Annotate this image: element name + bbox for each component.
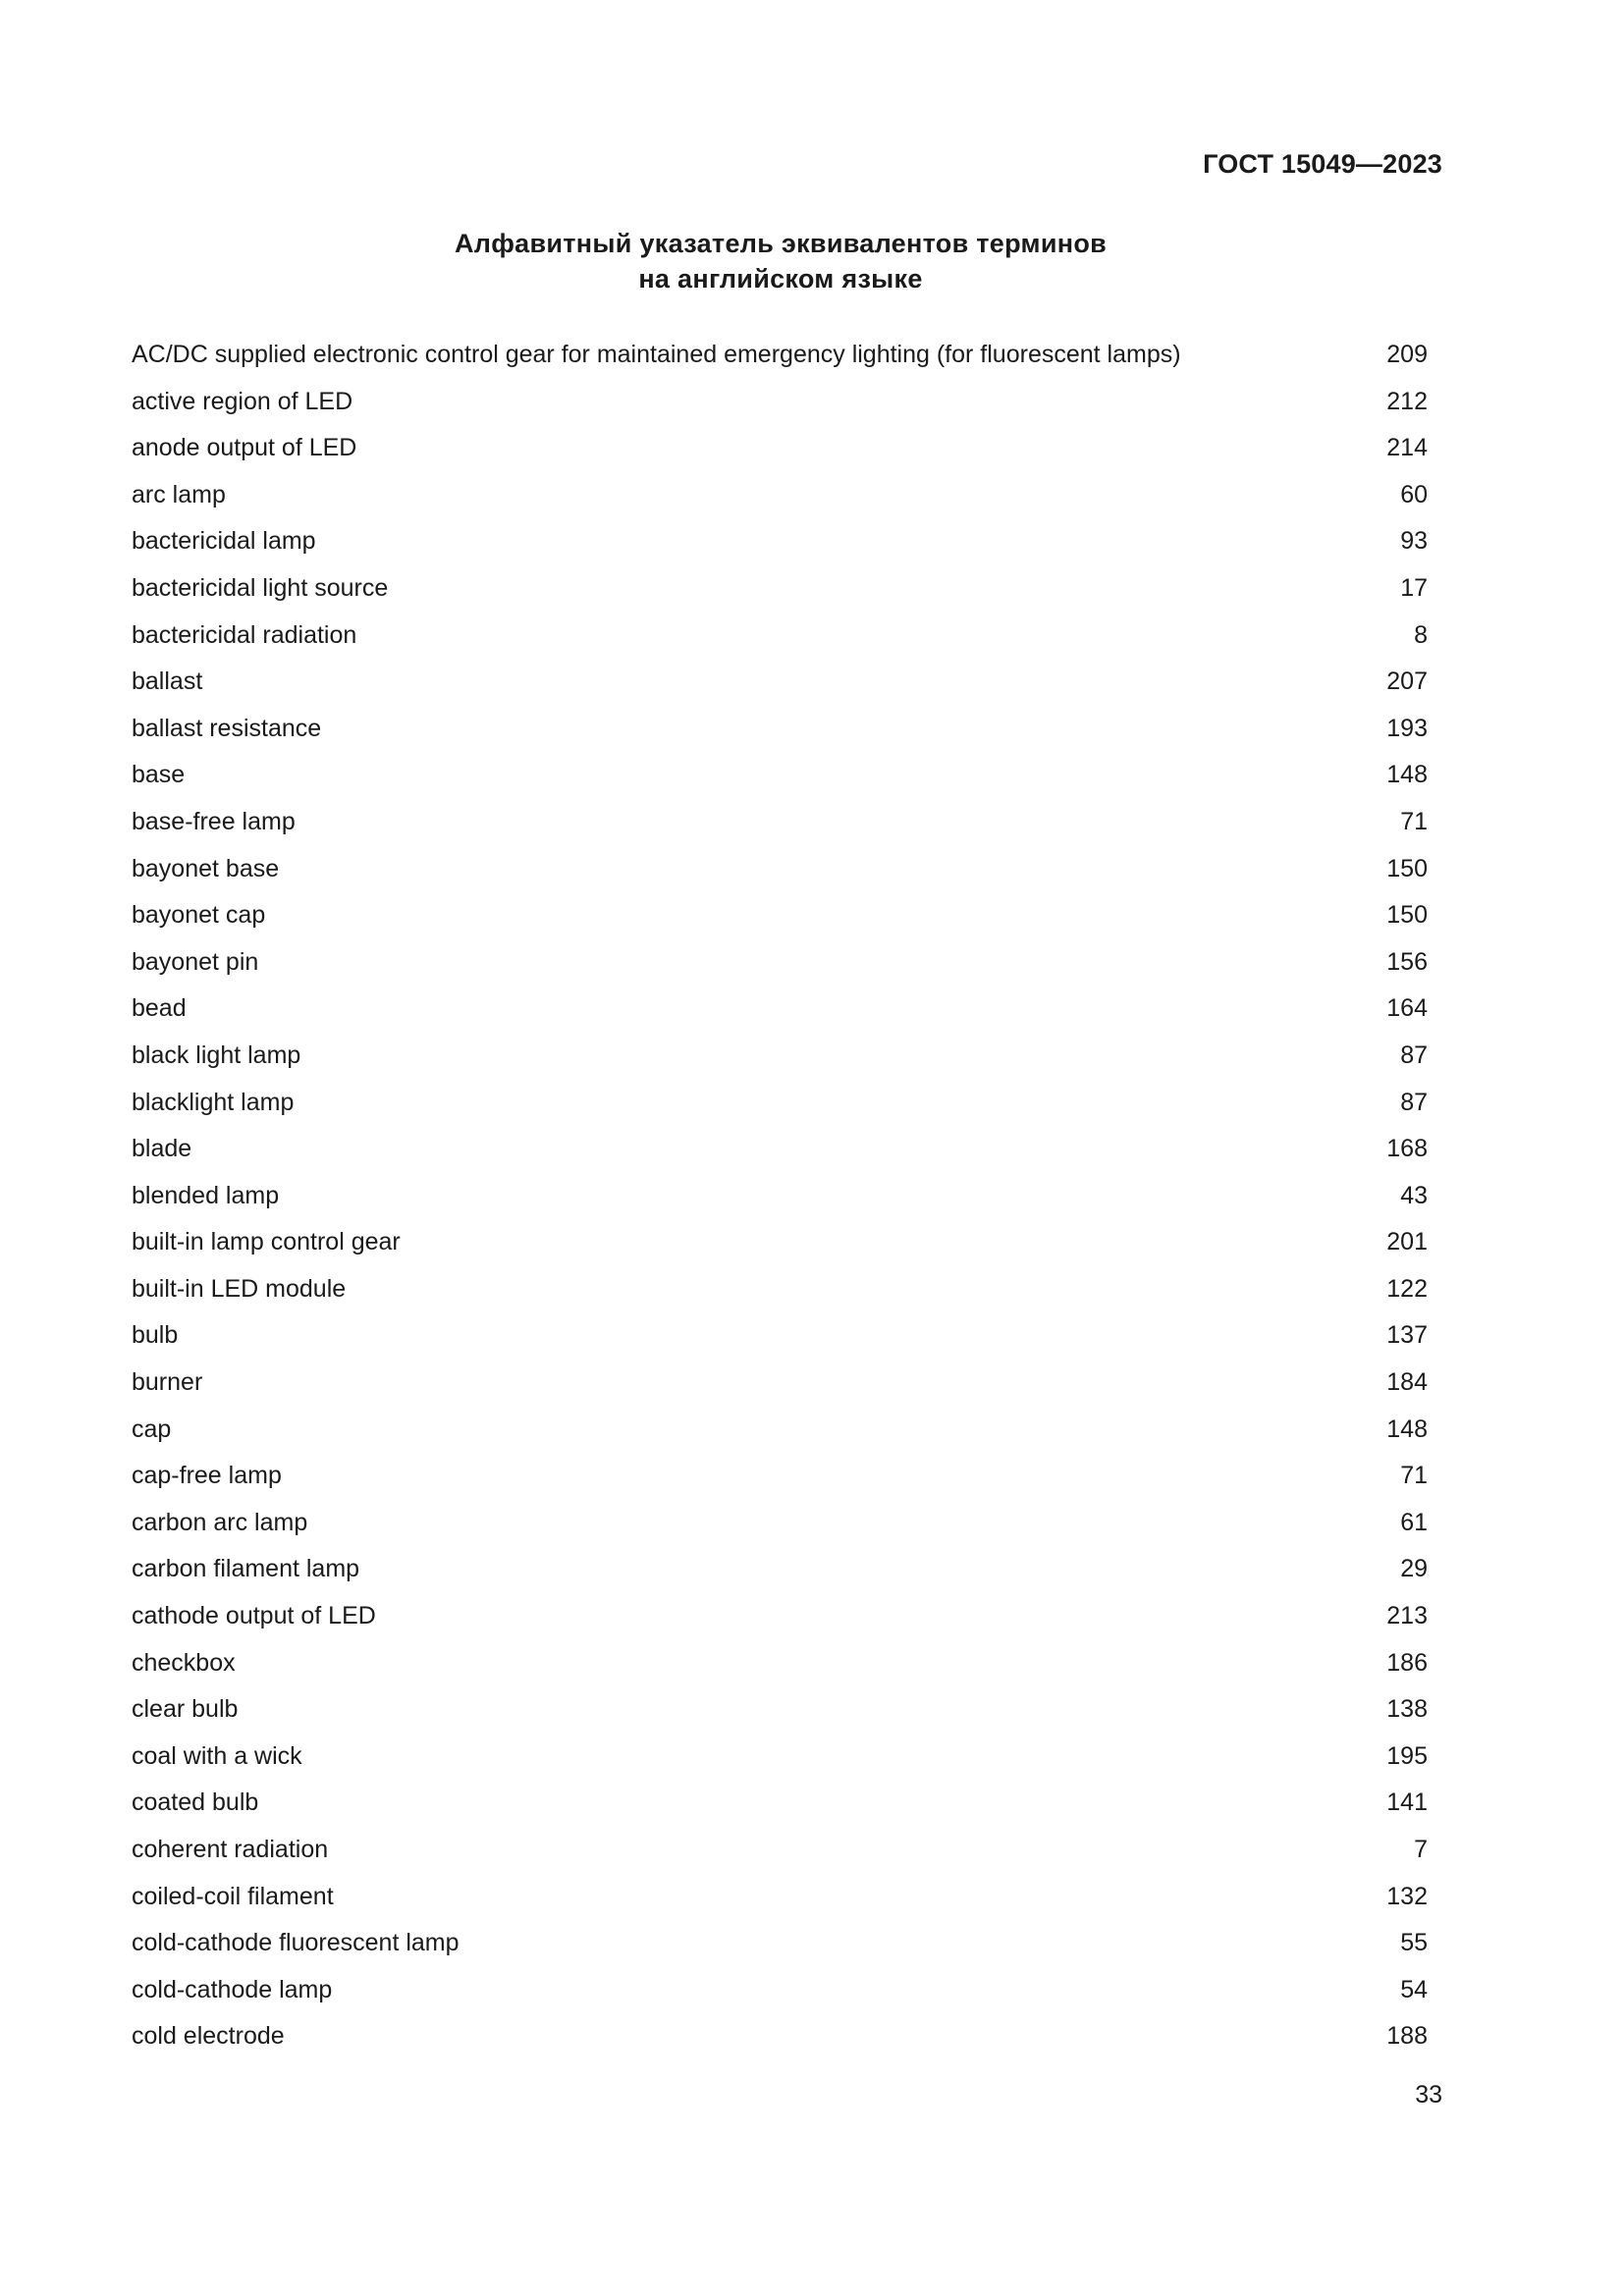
index-entry — [132, 1266, 1428, 1313]
index-entry — [132, 518, 1428, 565]
index-term: blade — [132, 1135, 192, 1163]
index-term: carbon arc lamp — [132, 1508, 308, 1536]
index-entry — [132, 1827, 1428, 1874]
index-term: blended lamp — [132, 1181, 280, 1209]
index-term-number: 7 — [1414, 1836, 1428, 1863]
index-term: anode output of LED — [132, 434, 357, 462]
index-term-number: 141 — [1386, 1789, 1428, 1817]
index-term: coherent radiation — [132, 1836, 329, 1863]
index-term-number: 87 — [1400, 1088, 1428, 1116]
index-term-number: 54 — [1400, 1975, 1428, 2003]
index-term-number: 195 — [1386, 1741, 1428, 1770]
index-entry — [132, 659, 1428, 706]
index-term: ballast — [132, 667, 203, 696]
index-term: clear bulb — [132, 1695, 239, 1724]
index-term-number: 184 — [1386, 1368, 1428, 1397]
index-entry — [132, 1686, 1428, 1734]
index-term: bactericidal radiation — [132, 620, 357, 649]
index-term: cold electrode — [132, 2022, 285, 2051]
index-term: arc lamp — [132, 480, 226, 508]
index-term-number: 122 — [1386, 1274, 1428, 1303]
index-term: bactericidal light source — [132, 573, 389, 602]
index-entry — [132, 1453, 1428, 1500]
index-term: bayonet cap — [132, 901, 266, 930]
index-term: carbon filament lamp — [132, 1555, 360, 1583]
index-entry — [132, 1173, 1428, 1220]
index-term: AC/DC supplied electronic control gear for maintained emergency lighting (for fluorescent lamps) — [132, 341, 1181, 368]
index-entry — [132, 1500, 1428, 1547]
index-term: active region of LED — [132, 387, 353, 415]
index-term: checkbox — [132, 1648, 236, 1677]
index-term-number: 201 — [1386, 1228, 1428, 1256]
index-term-number: 138 — [1386, 1695, 1428, 1724]
index-entry — [132, 1593, 1428, 1640]
index-entry — [132, 1967, 1428, 2014]
index-entry — [132, 986, 1428, 1033]
index-term: built-in LED module — [132, 1274, 347, 1303]
index-term-number: 164 — [1386, 994, 1428, 1023]
index-term: base — [132, 761, 186, 789]
index-entry — [132, 1920, 1428, 1967]
index-title-line-2: на английском языке — [638, 264, 923, 294]
index-term: black light lamp — [132, 1041, 301, 1069]
index-entry — [132, 1360, 1428, 1407]
index-entry — [132, 1546, 1428, 1593]
page-number: 33 — [1415, 2081, 1442, 2109]
index-term-number: 209 — [1386, 341, 1428, 368]
index-term-number: 71 — [1400, 807, 1428, 835]
term-index-list — [132, 332, 1428, 2060]
index-term: cap — [132, 1415, 172, 1443]
index-entry — [132, 1874, 1428, 1921]
standard-designation: ГОСТ 15049—2023 — [1203, 149, 1442, 179]
index-term-number: 186 — [1386, 1648, 1428, 1677]
index-term-number: 17 — [1400, 573, 1428, 602]
index-term-number: 150 — [1386, 854, 1428, 882]
index-term: blacklight lamp — [132, 1088, 295, 1116]
index-term: bactericidal lamp — [132, 527, 316, 556]
index-term: bayonet pin — [132, 947, 259, 976]
index-entry — [132, 1033, 1428, 1080]
index-term: cold-cathode lamp — [132, 1975, 333, 2003]
index-entry — [132, 1734, 1428, 1781]
index-term-number: 60 — [1400, 480, 1428, 508]
index-term: bulb — [132, 1321, 179, 1350]
index-term-number: 188 — [1386, 2022, 1428, 2051]
index-term: cap-free lamp — [132, 1462, 282, 1490]
index-term-number: 132 — [1386, 1882, 1428, 1910]
index-entry — [132, 939, 1428, 987]
index-term-number: 212 — [1386, 387, 1428, 415]
index-entry — [132, 613, 1428, 660]
index-term: cathode output of LED — [132, 1602, 376, 1630]
index-entry — [132, 2013, 1428, 2060]
index-term: burner — [132, 1368, 203, 1397]
index-entry — [132, 1407, 1428, 1454]
index-term: bayonet base — [132, 854, 280, 882]
index-term-number: 8 — [1414, 620, 1428, 649]
index-entry — [132, 1219, 1428, 1266]
index-entry — [132, 1312, 1428, 1360]
index-entry — [132, 799, 1428, 846]
index-entry — [132, 425, 1428, 472]
index-entry — [132, 706, 1428, 753]
index-entry — [132, 565, 1428, 613]
index-term-number: 93 — [1400, 527, 1428, 556]
index-entry — [132, 332, 1428, 379]
index-term-number: 137 — [1386, 1321, 1428, 1350]
index-entry — [132, 1640, 1428, 1687]
index-term-number: 214 — [1386, 434, 1428, 462]
index-term-number: 148 — [1386, 761, 1428, 789]
index-term-number: 43 — [1400, 1181, 1428, 1209]
index-term-number: 150 — [1386, 901, 1428, 930]
index-term: built-in lamp control gear — [132, 1228, 401, 1256]
index-entry — [132, 1780, 1428, 1827]
index-term-number: 71 — [1400, 1462, 1428, 1490]
index-term: cold-cathode fluorescent lamp — [132, 1929, 460, 1957]
index-term: coiled-coil filament — [132, 1882, 334, 1910]
index-entry — [132, 379, 1428, 426]
index-term-number: 168 — [1386, 1135, 1428, 1163]
index-term-number: 207 — [1386, 667, 1428, 696]
index-term-number: 148 — [1386, 1415, 1428, 1443]
index-term: ballast resistance — [132, 714, 322, 742]
index-entry — [132, 892, 1428, 939]
index-term: coated bulb — [132, 1789, 259, 1817]
index-entry — [132, 1126, 1428, 1173]
index-term: base-free lamp — [132, 807, 296, 835]
index-term: coal with a wick — [132, 1741, 302, 1770]
index-term-number: 213 — [1386, 1602, 1428, 1630]
index-term-number: 193 — [1386, 714, 1428, 742]
index-term: bead — [132, 994, 187, 1023]
index-entry — [132, 1080, 1428, 1127]
index-entry — [132, 846, 1428, 893]
index-term-number: 156 — [1386, 947, 1428, 976]
index-entry — [132, 752, 1428, 799]
index-term-number: 87 — [1400, 1041, 1428, 1069]
index-term-number: 29 — [1400, 1555, 1428, 1583]
index-entry — [132, 472, 1428, 519]
index-term-number: 61 — [1400, 1508, 1428, 1536]
index-title — [0, 226, 1561, 296]
index-term-number: 55 — [1400, 1929, 1428, 1957]
index-title-line-1: Алфавитный указатель эквивалентов терминов — [454, 229, 1108, 258]
